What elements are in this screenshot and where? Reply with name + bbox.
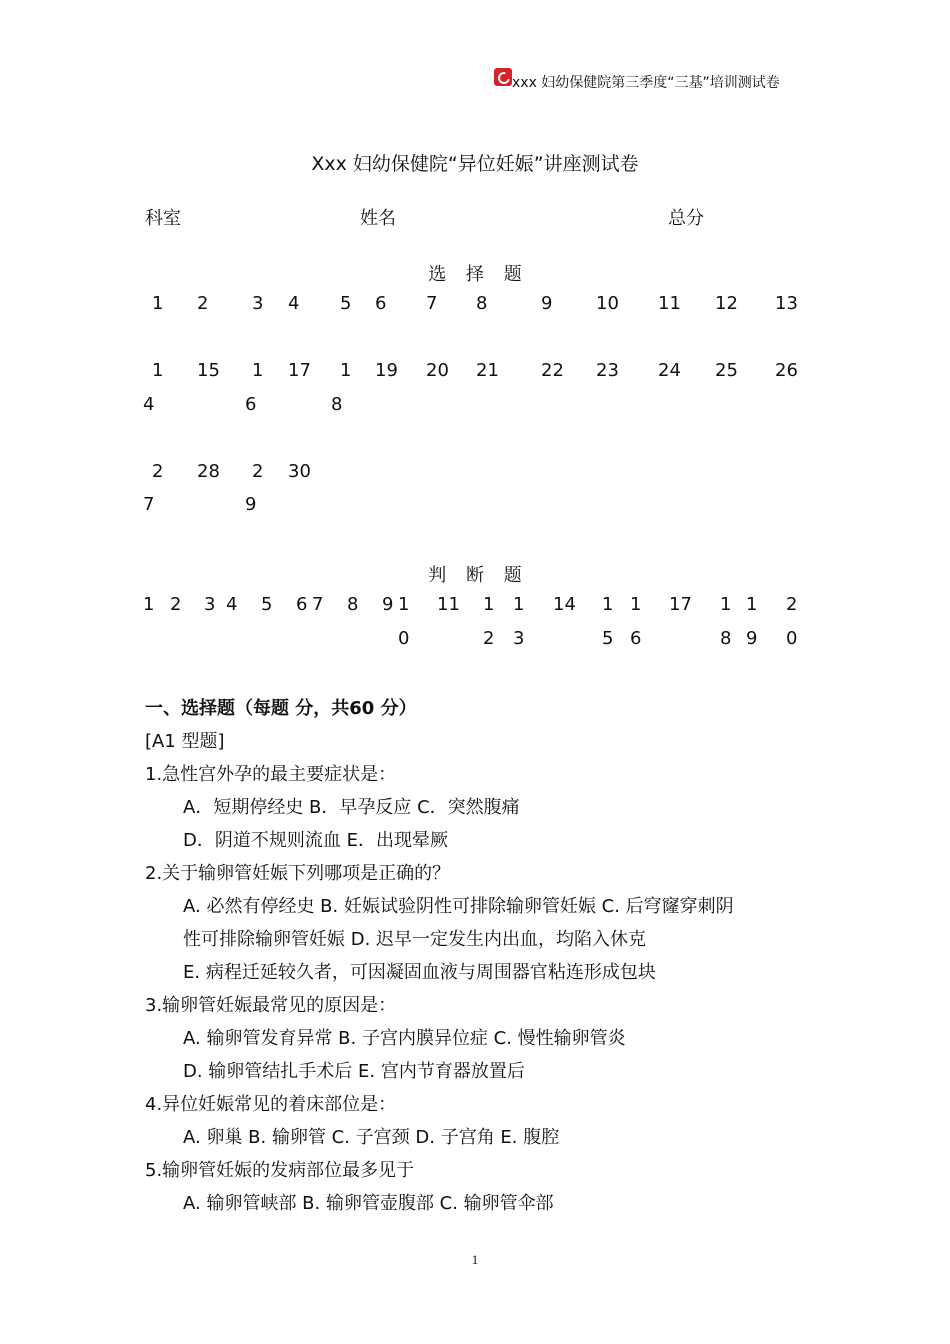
answer-grid-number: 28 <box>197 461 220 482</box>
answer-grid-number: 9 <box>245 494 257 515</box>
answer-grid-number: 1 <box>602 594 614 615</box>
answer-grid-number: 19 <box>375 360 398 381</box>
answer-grid-number: 21 <box>476 360 499 381</box>
answer-grid-number: 9 <box>746 628 758 649</box>
answer-grid-number: 8 <box>476 293 488 314</box>
question-type-label: [A1 型题] <box>145 731 225 752</box>
answer-grid-number: 22 <box>541 360 564 381</box>
field-dept-label: 科室 <box>145 208 181 229</box>
question-2-options: A. 必然有停经史 B. 妊娠试验阴性可排除输卵管妊娠 C. 后穹窿穿刺阴 <box>183 896 734 917</box>
answer-grid-number: 1 <box>513 594 525 615</box>
answer-grid-number: 7 <box>426 293 438 314</box>
answer-grid-number: 0 <box>786 628 798 649</box>
answer-grid-number: 1 <box>152 293 164 314</box>
answer-grid-number: 5 <box>261 594 273 615</box>
answer-grid-number: 6 <box>375 293 387 314</box>
question-2-stem: 2.关于输卵管妊娠下列哪项是正确的？ <box>145 863 451 884</box>
answer-grid-number: 8 <box>720 628 732 649</box>
answer-grid-number: 6 <box>245 394 257 415</box>
answer-grid-number: 17 <box>669 594 692 615</box>
answer-grid-number: 2 <box>252 461 264 482</box>
answer-grid-number: 9 <box>541 293 553 314</box>
answer-grid-number: 1 <box>152 360 164 381</box>
answer-grid-number: 3 <box>204 594 216 615</box>
answer-grid-number: 8 <box>331 394 343 415</box>
answer-grid-number: 1 <box>630 594 642 615</box>
answer-grid-number: 23 <box>596 360 619 381</box>
answer-grid-number: 13 <box>775 293 798 314</box>
answer-grid-number: 5 <box>602 628 614 649</box>
answer-grid-number: 7 <box>312 594 324 615</box>
answer-grid-number: 1 <box>398 594 410 615</box>
answer-grid-number: 1 <box>252 360 264 381</box>
answer-grid-number: 12 <box>715 293 738 314</box>
answer-grid-number: 20 <box>426 360 449 381</box>
answer-grid-number: 26 <box>775 360 798 381</box>
answer-grid-number: 8 <box>347 594 359 615</box>
question-5-stem: 5.输卵管妊娠的发病部位最多见于 <box>145 1160 415 1181</box>
question-2-options: 性可排除输卵管妊娠 D. 迟早一定发生内出血，均陷入休克 <box>183 929 647 950</box>
question-3-options: D. 输卵管结扎手术后 E. 宫内节育器放置后 <box>183 1061 525 1082</box>
question-3-options: A. 输卵管发育异常 B. 子宫内膜异位症 C. 慢性输卵管炎 <box>183 1028 626 1049</box>
answer-grid-number: 15 <box>197 360 220 381</box>
choice-grid-heading: 选 择 题 <box>428 264 522 285</box>
answer-grid-number: 30 <box>288 461 311 482</box>
page-title: Xxx 妇幼保健院“异位妊娠”讲座测试卷 <box>311 153 639 175</box>
answer-grid-number: 4 <box>226 594 238 615</box>
answer-grid-number: 11 <box>437 594 460 615</box>
answer-grid-number: 7 <box>143 494 155 515</box>
section1-heading: 一、选择题（每题 分，共60 分） <box>145 698 417 719</box>
answer-grid-number: 10 <box>596 293 619 314</box>
answer-grid-number: 17 <box>288 360 311 381</box>
question-1-stem: 1.急性宫外孕的最主要症状是： <box>145 764 397 785</box>
answer-grid-number: 1 <box>746 594 758 615</box>
answer-grid-number: 1 <box>720 594 732 615</box>
field-score-label: 总分 <box>668 208 704 229</box>
answer-grid-number: 5 <box>340 293 352 314</box>
answer-grid-number: 6 <box>630 628 642 649</box>
answer-grid-number: 1 <box>340 360 352 381</box>
answer-grid-number: 2 <box>197 293 209 314</box>
answer-grid-number: 1 <box>483 594 495 615</box>
answer-grid-number: 2 <box>483 628 495 649</box>
answer-grid-number: 14 <box>553 594 576 615</box>
answer-grid-number: 3 <box>513 628 525 649</box>
answer-grid-number: 1 <box>143 594 155 615</box>
page-number: 1 <box>471 1252 479 1267</box>
answer-grid-number: 9 <box>382 594 394 615</box>
header-text: xxx 妇幼保健院第三季度“三基”培训测试卷 <box>512 75 780 91</box>
answer-grid-number: 6 <box>296 594 308 615</box>
field-name-label: 姓名 <box>360 208 396 229</box>
hospital-logo-icon <box>494 68 512 86</box>
question-3-stem: 3.输卵管妊娠最常见的原因是： <box>145 995 397 1016</box>
answer-grid-number: 25 <box>715 360 738 381</box>
answer-grid-number: 2 <box>152 461 164 482</box>
question-1-options: A．短期停经史 B．早孕反应 C．突然腹痛 <box>183 797 520 818</box>
question-4-options: A. 卵巢 B. 输卵管 C. 子宫颈 D. 子宫角 E. 腹腔 <box>183 1127 560 1148</box>
answer-grid-number: 3 <box>252 293 264 314</box>
question-1-options: D．阴道不规则流血 E．出现晕厥 <box>183 830 448 851</box>
question-5-options: A. 输卵管峡部 B. 输卵管壶腹部 C. 输卵管伞部 <box>183 1193 554 1214</box>
answer-grid-number: 0 <box>398 628 410 649</box>
answer-grid-number: 2 <box>170 594 182 615</box>
answer-grid-number: 4 <box>288 293 300 314</box>
judge-grid-heading: 判 断 题 <box>428 565 522 586</box>
question-4-stem: 4.异位妊娠常见的着床部位是： <box>145 1094 397 1115</box>
answer-grid-number: 4 <box>143 394 155 415</box>
question-2-options: E. 病程迁延较久者，可因凝固血液与周围器官粘连形成包块 <box>183 962 656 983</box>
answer-grid-number: 24 <box>658 360 681 381</box>
answer-grid-number: 2 <box>786 594 798 615</box>
answer-grid-number: 11 <box>658 293 681 314</box>
